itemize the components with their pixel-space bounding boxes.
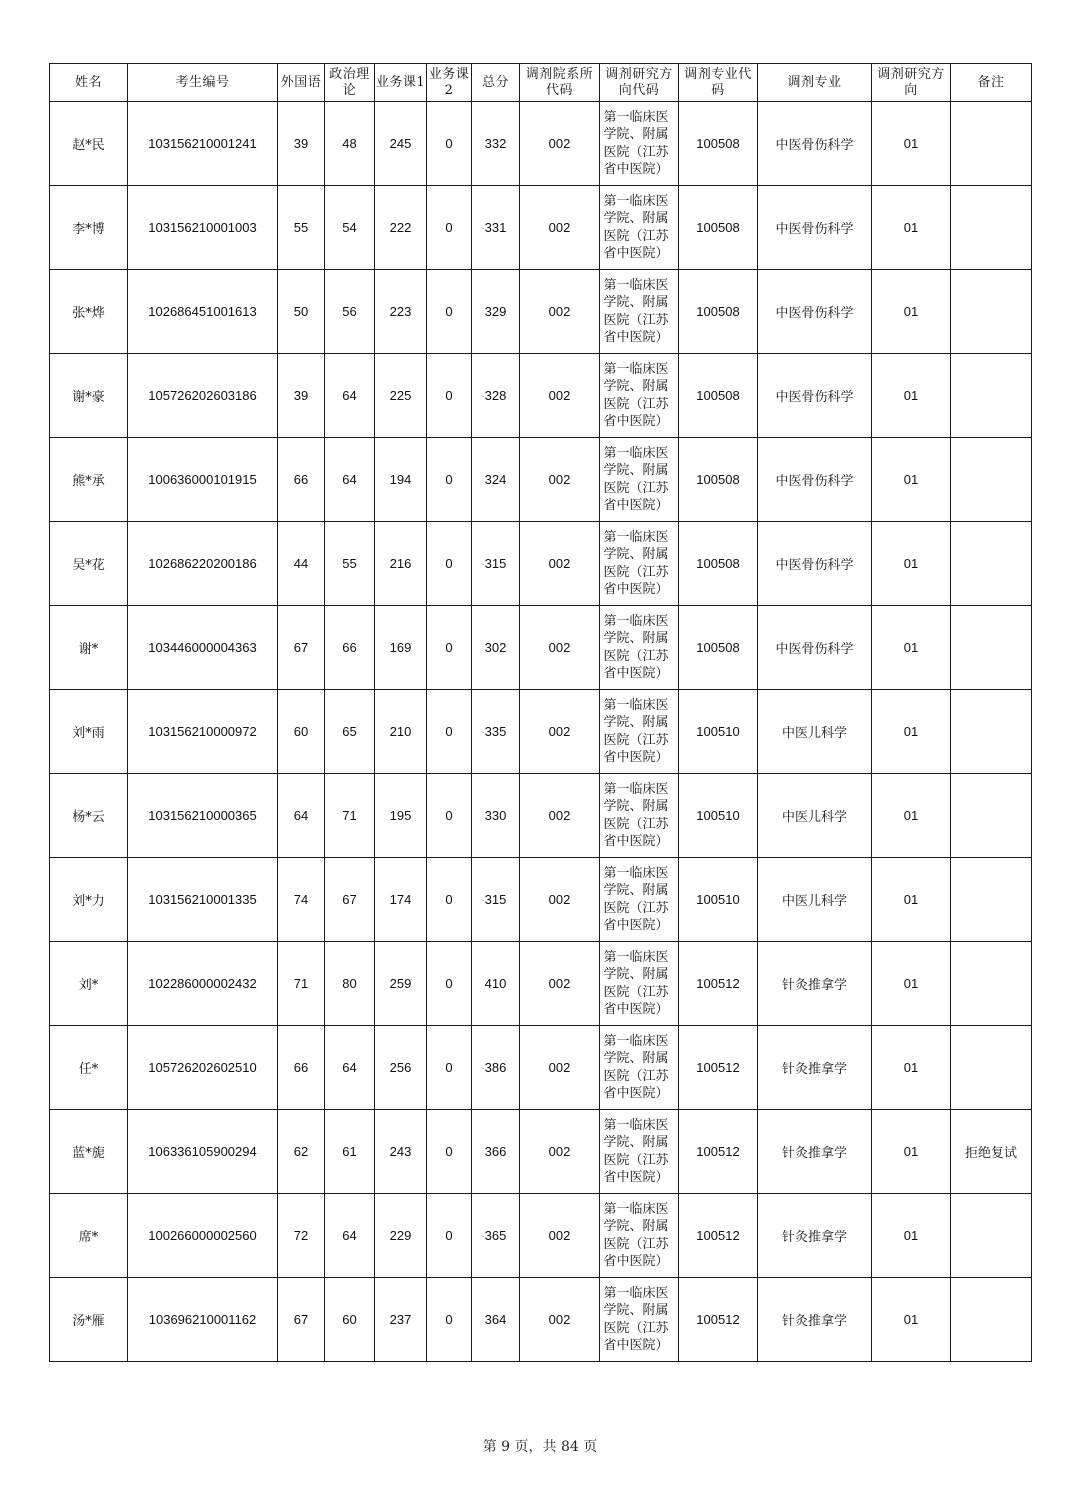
cell-direction-code <box>600 1110 679 1194</box>
cell-name: 熊*承 <box>50 438 128 522</box>
cell-direction: 01 <box>872 270 951 354</box>
cell-major-code: 100510 <box>679 858 758 942</box>
cell-course2: 0 <box>427 1026 472 1110</box>
cell-note <box>951 522 1032 606</box>
cell-dept-code: 002 <box>520 858 600 942</box>
cell-note <box>951 1278 1032 1362</box>
cell-direction-text: 第一临床医学院、附属医院（江苏省中医院） <box>603 613 669 681</box>
cell-dept-code: 002 <box>520 942 600 1026</box>
cell-major: 中医骨伤科学 <box>758 186 872 270</box>
cell-foreign-language: 64 <box>278 774 325 858</box>
cell-course2: 0 <box>427 354 472 438</box>
cell-dept-code: 002 <box>520 186 600 270</box>
cell-direction: 01 <box>872 858 951 942</box>
cell-course2: 0 <box>427 1278 472 1362</box>
cell-direction-code <box>600 690 679 774</box>
cell-foreign-language: 67 <box>278 606 325 690</box>
table-row <box>50 1194 1032 1278</box>
cell-total: 302 <box>472 606 520 690</box>
cell-course1: 216 <box>375 522 427 606</box>
cell-dept-code: 002 <box>520 774 600 858</box>
cell-major: 中医骨伤科学 <box>758 606 872 690</box>
cell-direction: 01 <box>872 354 951 438</box>
cell-total: 386 <box>472 1026 520 1110</box>
adjustment-roster-table <box>49 63 1032 1362</box>
cell-name: 刘* <box>50 942 128 1026</box>
header-major: 调剂专业 <box>758 64 872 102</box>
cell-exam-id: 103156210001335 <box>128 858 278 942</box>
header-direction: 调剂研究方向 <box>872 64 951 102</box>
cell-direction-text: 第一临床医学院、附属医院（江苏省中医院） <box>603 949 669 1017</box>
cell-politics: 64 <box>325 438 375 522</box>
cell-direction-code <box>600 438 679 522</box>
cell-politics: 66 <box>325 606 375 690</box>
cell-politics: 64 <box>325 1194 375 1278</box>
table-row <box>50 270 1032 354</box>
cell-direction: 01 <box>872 690 951 774</box>
page-number-footer: 第 9 页，共 84 页 <box>482 1439 598 1455</box>
cell-course1: 243 <box>375 1110 427 1194</box>
cell-major-code: 100508 <box>679 186 758 270</box>
header-exam-id: 考生编号 <box>128 64 278 102</box>
cell-direction-text: 第一临床医学院、附属医院（江苏省中医院） <box>603 1117 669 1185</box>
cell-name: 刘*力 <box>50 858 128 942</box>
cell-foreign-language: 60 <box>278 690 325 774</box>
cell-politics: 54 <box>325 186 375 270</box>
cell-dept-code: 002 <box>520 354 600 438</box>
header-dept-code: 调剂院系所代码 <box>520 64 600 102</box>
cell-note <box>951 354 1032 438</box>
cell-total: 315 <box>472 858 520 942</box>
cell-exam-id: 103696210001162 <box>128 1278 278 1362</box>
table-row <box>50 690 1032 774</box>
cell-major-code: 100512 <box>679 1026 758 1110</box>
cell-name: 汤*雁 <box>50 1278 128 1362</box>
cell-foreign-language: 74 <box>278 858 325 942</box>
cell-direction: 01 <box>872 1026 951 1110</box>
cell-course1: 229 <box>375 1194 427 1278</box>
cell-direction-text: 第一临床医学院、附属医院（江苏省中医院） <box>603 361 669 429</box>
cell-major-code: 100510 <box>679 690 758 774</box>
cell-foreign-language: 44 <box>278 522 325 606</box>
cell-direction-text: 第一临床医学院、附属医院（江苏省中医院） <box>603 109 669 177</box>
table-row <box>50 1026 1032 1110</box>
cell-course1: 210 <box>375 690 427 774</box>
cell-exam-id: 103156210001003 <box>128 186 278 270</box>
cell-name: 蓝*旎 <box>50 1110 128 1194</box>
table-row <box>50 774 1032 858</box>
cell-note <box>951 102 1032 186</box>
cell-politics: 61 <box>325 1110 375 1194</box>
cell-total: 365 <box>472 1194 520 1278</box>
cell-total: 332 <box>472 102 520 186</box>
cell-exam-id: 102686220200186 <box>128 522 278 606</box>
header-politics: 政治理论 <box>325 64 375 102</box>
cell-total: 329 <box>472 270 520 354</box>
cell-direction-text: 第一临床医学院、附属医院（江苏省中医院） <box>603 1285 669 1353</box>
cell-foreign-language: 62 <box>278 1110 325 1194</box>
cell-foreign-language: 72 <box>278 1194 325 1278</box>
cell-foreign-language: 39 <box>278 354 325 438</box>
cell-major: 中医儿科学 <box>758 858 872 942</box>
header-direction-code: 调剂研究方向代码 <box>600 64 679 102</box>
cell-direction-code <box>600 774 679 858</box>
cell-direction-text: 第一临床医学院、附属医院（江苏省中医院） <box>603 445 669 513</box>
cell-course1: 195 <box>375 774 427 858</box>
cell-major-code: 100512 <box>679 1194 758 1278</box>
cell-direction-code <box>600 102 679 186</box>
cell-major-code: 100512 <box>679 942 758 1026</box>
header-foreign-language: 外国语 <box>278 64 325 102</box>
cell-course1: 245 <box>375 102 427 186</box>
cell-politics: 64 <box>325 354 375 438</box>
cell-dept-code: 002 <box>520 1026 600 1110</box>
table-header-row <box>50 64 1032 102</box>
cell-exam-id: 105726202603186 <box>128 354 278 438</box>
cell-direction-code <box>600 1278 679 1362</box>
cell-foreign-language: 67 <box>278 1278 325 1362</box>
cell-dept-code: 002 <box>520 438 600 522</box>
cell-exam-id: 100266000002560 <box>128 1194 278 1278</box>
cell-foreign-language: 66 <box>278 1026 325 1110</box>
cell-name: 张*烨 <box>50 270 128 354</box>
cell-total: 410 <box>472 942 520 1026</box>
header-total: 总分 <box>472 64 520 102</box>
cell-direction: 01 <box>872 606 951 690</box>
cell-note <box>951 774 1032 858</box>
cell-name: 谢*豪 <box>50 354 128 438</box>
cell-note <box>951 858 1032 942</box>
cell-course2: 0 <box>427 942 472 1026</box>
table-body <box>50 102 1032 1362</box>
cell-note: 拒绝复试 <box>951 1110 1032 1194</box>
cell-direction-code <box>600 354 679 438</box>
cell-course2: 0 <box>427 858 472 942</box>
cell-name: 刘*雨 <box>50 690 128 774</box>
cell-name: 杨*云 <box>50 774 128 858</box>
cell-course1: 223 <box>375 270 427 354</box>
cell-course2: 0 <box>427 606 472 690</box>
cell-direction: 01 <box>872 774 951 858</box>
cell-note <box>951 1194 1032 1278</box>
cell-politics: 80 <box>325 942 375 1026</box>
header-name: 姓名 <box>50 64 128 102</box>
cell-course1: 222 <box>375 186 427 270</box>
cell-direction: 01 <box>872 186 951 270</box>
cell-major: 针灸推拿学 <box>758 1278 872 1362</box>
cell-total: 324 <box>472 438 520 522</box>
cell-note <box>951 270 1032 354</box>
cell-major-code: 100508 <box>679 522 758 606</box>
cell-direction: 01 <box>872 102 951 186</box>
cell-note <box>951 1026 1032 1110</box>
cell-course2: 0 <box>427 1110 472 1194</box>
cell-direction-code <box>600 1194 679 1278</box>
cell-note <box>951 186 1032 270</box>
cell-direction: 01 <box>872 1110 951 1194</box>
cell-course2: 0 <box>427 270 472 354</box>
cell-note <box>951 942 1032 1026</box>
cell-exam-id: 103156210000365 <box>128 774 278 858</box>
cell-total: 315 <box>472 522 520 606</box>
cell-direction-text: 第一临床医学院、附属医院（江苏省中医院） <box>603 529 669 597</box>
cell-direction-text: 第一临床医学院、附属医院（江苏省中医院） <box>603 781 669 849</box>
cell-exam-id: 103156210001241 <box>128 102 278 186</box>
cell-dept-code: 002 <box>520 1278 600 1362</box>
cell-exam-id: 102286000002432 <box>128 942 278 1026</box>
cell-direction-code <box>600 942 679 1026</box>
table-row <box>50 1278 1032 1362</box>
cell-direction: 01 <box>872 1194 951 1278</box>
header-course1: 业务课1 <box>375 64 427 102</box>
cell-exam-id: 102686451001613 <box>128 270 278 354</box>
cell-dept-code: 002 <box>520 1110 600 1194</box>
table-row <box>50 522 1032 606</box>
cell-direction-text: 第一临床医学院、附属医院（江苏省中医院） <box>603 1201 669 1269</box>
cell-dept-code: 002 <box>520 606 600 690</box>
cell-course1: 169 <box>375 606 427 690</box>
header-note: 备注 <box>951 64 1032 102</box>
header-major-code: 调剂专业代码 <box>679 64 758 102</box>
cell-name: 吴*花 <box>50 522 128 606</box>
table-row <box>50 186 1032 270</box>
cell-course1: 259 <box>375 942 427 1026</box>
cell-dept-code: 002 <box>520 690 600 774</box>
cell-major: 针灸推拿学 <box>758 1194 872 1278</box>
cell-course2: 0 <box>427 438 472 522</box>
cell-direction-code <box>600 186 679 270</box>
cell-politics: 55 <box>325 522 375 606</box>
cell-major-code: 100512 <box>679 1278 758 1362</box>
cell-name: 席* <box>50 1194 128 1278</box>
cell-exam-id: 105726202602510 <box>128 1026 278 1110</box>
cell-major: 中医骨伤科学 <box>758 270 872 354</box>
cell-direction-text: 第一临床医学院、附属医院（江苏省中医院） <box>603 193 669 261</box>
cell-politics: 48 <box>325 102 375 186</box>
cell-politics: 67 <box>325 858 375 942</box>
table-row <box>50 858 1032 942</box>
cell-note <box>951 690 1032 774</box>
cell-major-code: 100508 <box>679 438 758 522</box>
cell-major: 中医儿科学 <box>758 690 872 774</box>
cell-major-code: 100510 <box>679 774 758 858</box>
table-row <box>50 438 1032 522</box>
cell-major-code: 100508 <box>679 606 758 690</box>
cell-course2: 0 <box>427 774 472 858</box>
cell-name: 任* <box>50 1026 128 1110</box>
cell-dept-code: 002 <box>520 102 600 186</box>
cell-course1: 225 <box>375 354 427 438</box>
cell-direction: 01 <box>872 438 951 522</box>
cell-politics: 64 <box>325 1026 375 1110</box>
cell-course2: 0 <box>427 1194 472 1278</box>
cell-dept-code: 002 <box>520 522 600 606</box>
cell-major: 中医儿科学 <box>758 774 872 858</box>
cell-direction-text: 第一临床医学院、附属医院（江苏省中医院） <box>603 697 669 765</box>
cell-direction: 01 <box>872 522 951 606</box>
cell-direction-text: 第一临床医学院、附属医院（江苏省中医院） <box>603 1033 669 1101</box>
cell-course1: 174 <box>375 858 427 942</box>
cell-course2: 0 <box>427 102 472 186</box>
cell-exam-id: 103446000004363 <box>128 606 278 690</box>
cell-direction-text: 第一临床医学院、附属医院（江苏省中医院） <box>603 277 669 345</box>
cell-course1: 256 <box>375 1026 427 1110</box>
cell-major: 针灸推拿学 <box>758 1026 872 1110</box>
cell-course2: 0 <box>427 186 472 270</box>
cell-exam-id: 106336105900294 <box>128 1110 278 1194</box>
cell-major-code: 100512 <box>679 1110 758 1194</box>
table-row <box>50 1110 1032 1194</box>
cell-note <box>951 438 1032 522</box>
cell-direction-code <box>600 270 679 354</box>
cell-direction-text: 第一临床医学院、附属医院（江苏省中医院） <box>603 865 669 933</box>
cell-major-code: 100508 <box>679 354 758 438</box>
cell-total: 364 <box>472 1278 520 1362</box>
cell-total: 331 <box>472 186 520 270</box>
cell-course2: 0 <box>427 690 472 774</box>
cell-major: 中医骨伤科学 <box>758 354 872 438</box>
table-row <box>50 354 1032 438</box>
cell-name: 谢* <box>50 606 128 690</box>
table-row <box>50 942 1032 1026</box>
cell-total: 366 <box>472 1110 520 1194</box>
cell-major: 中医骨伤科学 <box>758 522 872 606</box>
table-row <box>50 102 1032 186</box>
table-row <box>50 606 1032 690</box>
cell-total: 328 <box>472 354 520 438</box>
cell-politics: 60 <box>325 1278 375 1362</box>
cell-direction: 01 <box>872 1278 951 1362</box>
cell-exam-id: 103156210000972 <box>128 690 278 774</box>
cell-direction-code <box>600 522 679 606</box>
cell-politics: 56 <box>325 270 375 354</box>
cell-major-code: 100508 <box>679 102 758 186</box>
cell-total: 335 <box>472 690 520 774</box>
cell-politics: 65 <box>325 690 375 774</box>
cell-foreign-language: 71 <box>278 942 325 1026</box>
cell-foreign-language: 50 <box>278 270 325 354</box>
header-course2: 业务课2 <box>427 64 472 102</box>
cell-major: 针灸推拿学 <box>758 942 872 1026</box>
cell-politics: 71 <box>325 774 375 858</box>
cell-note <box>951 606 1032 690</box>
cell-foreign-language: 39 <box>278 102 325 186</box>
cell-course2: 0 <box>427 522 472 606</box>
cell-name: 赵*民 <box>50 102 128 186</box>
cell-major: 针灸推拿学 <box>758 1110 872 1194</box>
cell-direction-code <box>600 606 679 690</box>
cell-course1: 237 <box>375 1278 427 1362</box>
cell-direction-code <box>600 1026 679 1110</box>
cell-total: 330 <box>472 774 520 858</box>
cell-foreign-language: 55 <box>278 186 325 270</box>
cell-major-code: 100508 <box>679 270 758 354</box>
cell-major: 中医骨伤科学 <box>758 102 872 186</box>
cell-exam-id: 100636000101915 <box>128 438 278 522</box>
cell-foreign-language: 66 <box>278 438 325 522</box>
cell-dept-code: 002 <box>520 1194 600 1278</box>
cell-dept-code: 002 <box>520 270 600 354</box>
cell-name: 李*博 <box>50 186 128 270</box>
cell-major: 中医骨伤科学 <box>758 438 872 522</box>
cell-direction-code <box>600 858 679 942</box>
cell-course1: 194 <box>375 438 427 522</box>
cell-direction: 01 <box>872 942 951 1026</box>
